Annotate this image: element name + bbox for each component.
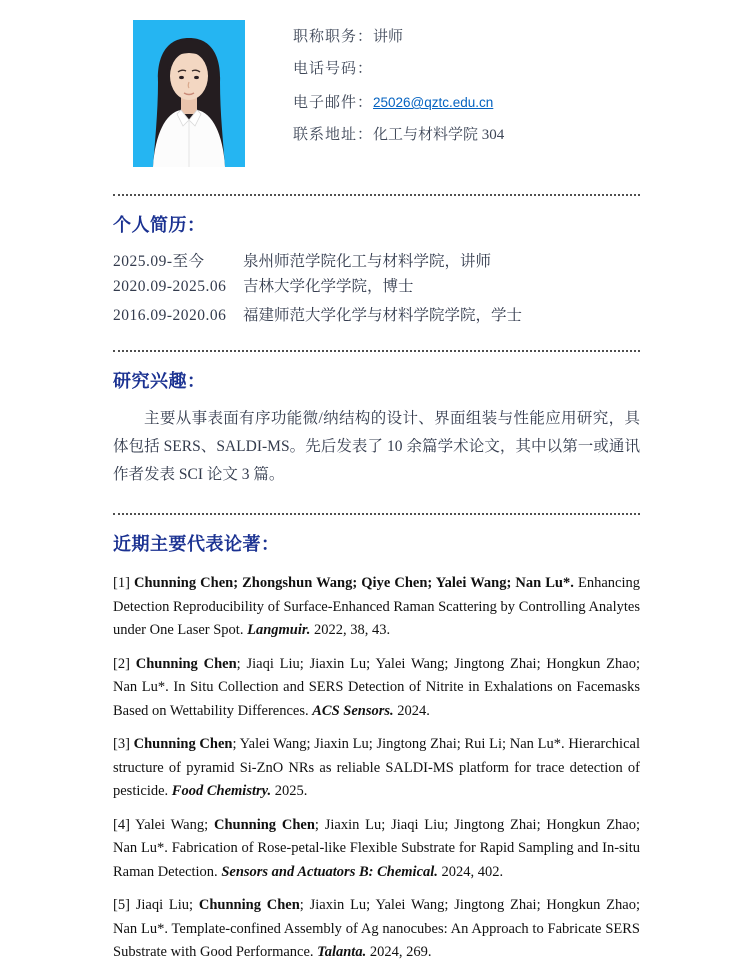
resume-row — [113, 274, 640, 299]
reference-text: ; Jiaqi Liu; Jiaxin Lu; Yalei Wang; Jingtong Zhai; Hongkun Zhao; Nan Lu*. In Situ Collection and SERS Detection of Nitrite in Exhalations on Facemasks Based on Wettability Differences. — [113, 655, 640, 719]
reference-text: ; Jiaxin Lu; Yalei Wang; Jingtong Zhai; Hongkun Zhao; Nan Lu*. Template-confined Assembly of Ag nanocubes: An Approach to Fabricate SERS Substrate with Good Performance. — [113, 897, 641, 960]
resume-row — [113, 303, 640, 328]
resume-row — [113, 249, 640, 274]
contact-row — [293, 59, 504, 79]
contact-value: 讲师 — [373, 29, 404, 45]
resume-list — [113, 249, 640, 328]
contact-value: 化工与材料学院 304 — [373, 127, 505, 143]
section-divider — [113, 194, 640, 196]
section-divider — [113, 513, 640, 515]
reference-text: Enhancing Detection Reproducibility of Surface-Enhanced Raman Scattering by Controlling Analytes under One Laser Spot. — [113, 575, 640, 638]
journal-name: Langmuir. — [247, 622, 311, 638]
journal-name: Food Chemistry. — [171, 783, 272, 799]
portrait-illustration — [133, 20, 245, 167]
journal-name: Talanta. — [317, 944, 367, 960]
author-highlight: Chunning Chen; Zhongshun Wang; Qiye Chen; Yalei Wang; Nan Lu*. — [134, 575, 574, 591]
reference-text: 2024, 269. — [366, 944, 432, 960]
profile-photo — [133, 20, 245, 167]
publications-section — [113, 530, 640, 965]
reference-text: [5] Jiaqi Liu; — [113, 897, 199, 913]
author-highlight: Chunning Chen — [198, 897, 300, 913]
profile-header — [113, 20, 640, 167]
email-link[interactable]: 25026@qztc.edu.cn — [373, 95, 494, 110]
interests-paragraph: 主要从事表面有序功能微/纳结构的设计、界面组装与性能应用研究，具体包括 SERS、SALDI-MS。先后发表了 10 余篇学术论文，其中以第一或通讯作者发表 SCI 论文 3 篇。 — [113, 410, 640, 483]
interests-section — [113, 367, 640, 489]
resume-detail: 福建师范大学化学与材料学院学院，学士 — [243, 307, 523, 324]
author-highlight: Chunning Chen — [135, 655, 237, 672]
reference-text: ; Yalei Wang; Jiaxin Lu; Jingtong Zhai; Rui Li; Nan Lu*. Hierarchical structure of pyramid Si-ZnO NRs as reliable SALDI-MS platform for trace detection of pesticide. — [113, 736, 640, 799]
reference-text: [2] — [113, 655, 136, 672]
publication-item — [113, 894, 640, 965]
contact-label: 电话号码： — [293, 61, 374, 77]
contact-row — [293, 125, 504, 145]
contact-label: 职称职务： — [293, 29, 374, 45]
resume-section-title: 个人简历： — [113, 215, 206, 235]
contact-label: 电子邮件： — [293, 95, 374, 111]
interests-section-title: 研究兴趣： — [113, 371, 206, 391]
reference-text: [3] — [113, 736, 134, 752]
author-highlight: Chunning Chen — [213, 816, 315, 833]
publication-list — [113, 572, 640, 965]
reference-text: [4] Yalei Wang; — [113, 816, 214, 833]
reference-text: 2022, 38, 43. — [310, 622, 391, 638]
reference-text: 2025. — [271, 783, 308, 799]
journal-name: Sensors and Actuators B: Chemical. — [221, 863, 438, 880]
contact-list — [293, 20, 504, 157]
reference-text: 2024, 402. — [437, 863, 504, 880]
publication-item — [113, 814, 640, 885]
section-divider — [113, 350, 640, 352]
publication-item — [113, 733, 640, 804]
contact-label: 联系地址： — [293, 127, 374, 143]
publications-section-title: 近期主要代表论著： — [113, 534, 280, 554]
resume-section — [113, 211, 640, 328]
reference-text: ; Jiaxin Lu; Jiaqi Liu; Jingtong Zhai; Hongkun Zhao; Nan Lu*. Fabrication of Rose-petal-like Flexible Substrate for Rapid Sampling and In-situ Raman Detection. — [113, 816, 641, 880]
reference-text: [1] — [113, 575, 134, 591]
journal-name: ACS Sensors. — [312, 702, 394, 719]
resume-period: 2020.09-2025.06 — [113, 278, 227, 295]
resume-detail: 吉林大学化学学院，博士 — [243, 278, 414, 295]
resume-period: 2025.09-至今 — [113, 253, 205, 270]
publication-item — [113, 572, 640, 643]
publication-item — [113, 653, 640, 724]
author-highlight: Chunning Chen — [133, 736, 233, 752]
resume-detail: 泉州师范学院化工与材料学院，讲师 — [243, 253, 492, 270]
contact-row — [293, 27, 504, 47]
resume-period: 2016.09-2020.06 — [113, 307, 227, 324]
contact-row — [293, 93, 504, 113]
reference-text: 2024. — [393, 702, 430, 719]
